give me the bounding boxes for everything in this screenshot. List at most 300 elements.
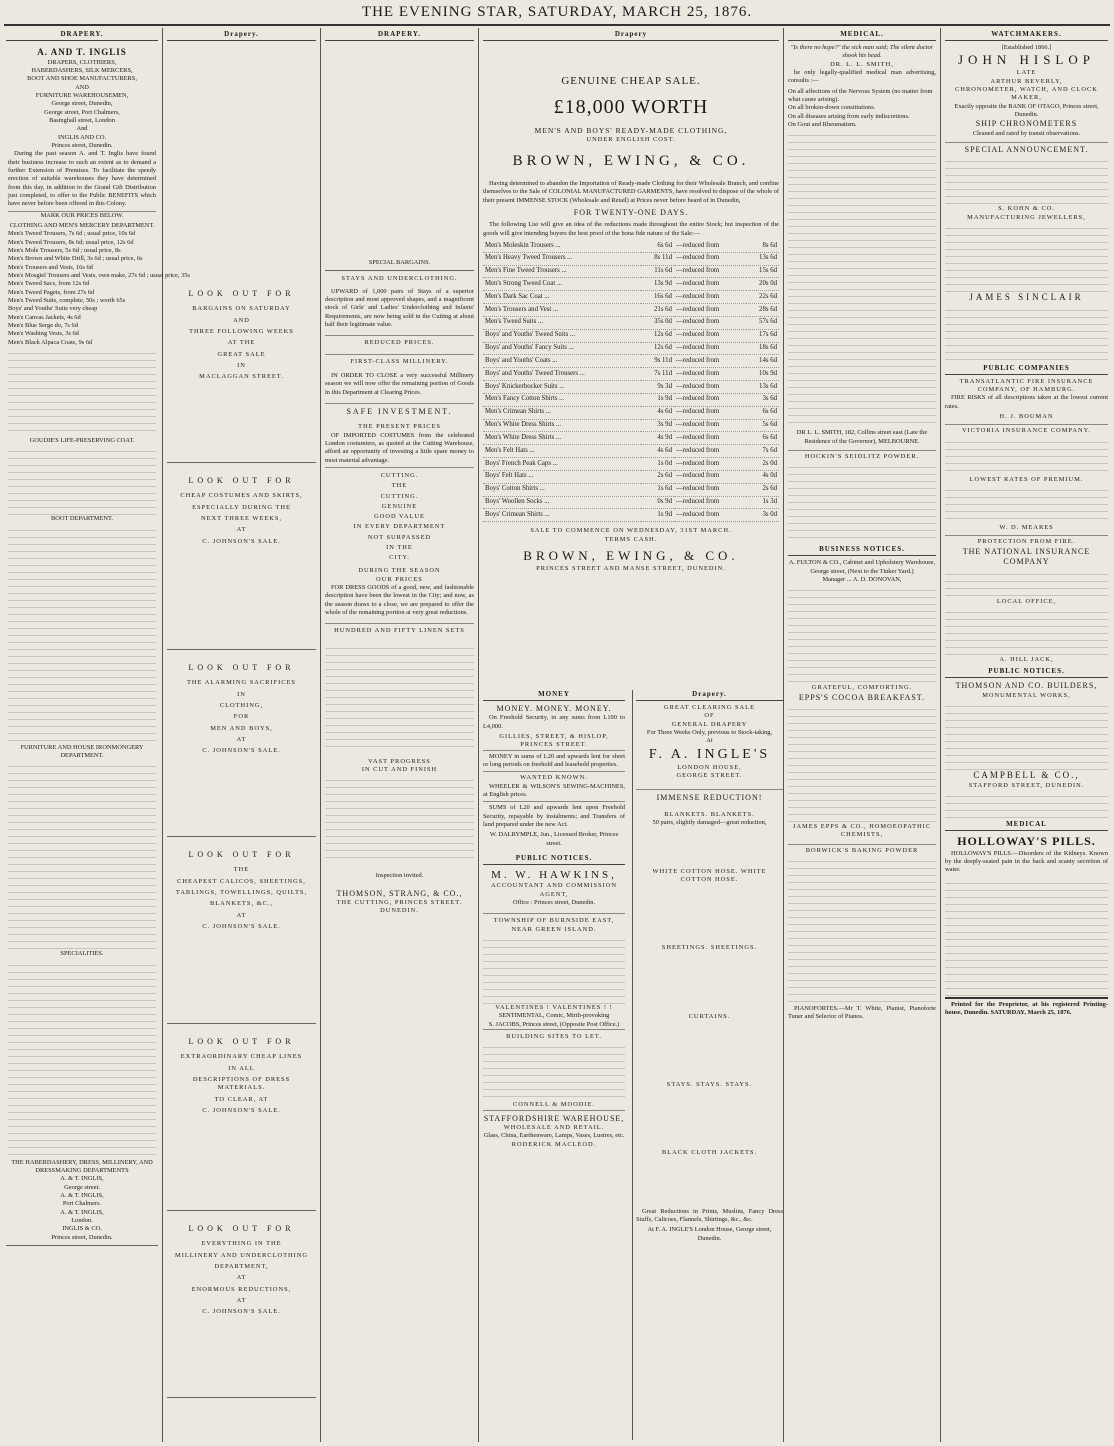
original-price: 20s 0d	[746, 278, 779, 291]
goudie-heading: GOUDIE'S LIFE-PRESERVING COAT.	[29, 436, 135, 444]
haberdashery-heading: THE HABERDASHERY, DRESS, MILLINERY, AND DRESSMAKING DEPARTMENTS	[11, 1158, 153, 1174]
general-drapery: GENERAL DRAPERY	[671, 720, 748, 728]
item-name: Men's Heavy Tweed Trousers ...	[483, 252, 641, 265]
original-price: 57s 6d	[746, 316, 779, 329]
column-money	[483, 690, 625, 1440]
stays-heading: STAYS AND UNDERCLOTHING.	[341, 275, 458, 283]
reduced-label: —reduced from	[674, 240, 746, 252]
dress-body: FOR DRESS GOODS of a good, new, and fashionable description have been the lowest in the City; and now, as the season draws to a close, we are prepared to offer the whole of the remaining portion at very great reductions.	[325, 583, 474, 616]
at: At	[706, 737, 713, 745]
price-item: Men's Blue Serge do, 7s 6d	[8, 321, 78, 329]
reduced-label: —reduced from	[674, 252, 746, 265]
price-row	[483, 496, 779, 509]
sale-price: 2s 6d	[641, 470, 674, 483]
reduced-label: —reduced from	[674, 483, 746, 496]
look-out-line: AT	[236, 736, 247, 744]
item-name: Boys' Woollen Socks ...	[483, 496, 641, 509]
imprint: Printed for the Proprietor, at his registered Printing-house, Dunedin. SATURDAY, March 25, 1876.	[945, 997, 1108, 1018]
ad-title: A. AND T. INGLIS	[37, 47, 127, 58]
lowest-rates: LOWEST RATES OF PREMIUM.	[969, 475, 1084, 483]
blank-space	[636, 1158, 783, 1208]
item-name: Boys' and Youths' Fancy Suits ...	[483, 342, 641, 355]
millinery-body: IN ORDER TO CLOSE a very successful Millinery season we will now offer the remaining portion of Goods in this Department at Clearing Prices.	[325, 372, 474, 396]
under-cost: UNDER ENGLISH COST.	[586, 136, 676, 144]
column-heading: WATCHMAKERS.	[945, 30, 1108, 41]
item-name: Men's Felt Hats ...	[483, 445, 641, 458]
reduced-label: —reduced from	[674, 368, 746, 381]
sale-price: 3s 9d	[641, 419, 674, 432]
look-out-line: AT	[236, 1274, 247, 1282]
signature-line: Port Chalmers.	[62, 1200, 102, 1208]
item-name: Boys' and Youths' Tweed Suits ...	[483, 329, 641, 342]
original-price: 14s 6d	[746, 355, 779, 368]
column-brown-ewing	[483, 30, 779, 680]
price-item: Men's Tweed Trousers, 8s 6d; usual price, 12s 6d	[8, 238, 134, 246]
public-companies: PUBLIC COMPANIES	[945, 364, 1108, 375]
price-item: Men's Tweed Suits, complete, 50s ; worth 65s	[8, 296, 126, 304]
ad-line: George street, Port Chalmers,	[44, 108, 120, 116]
genuine-line: IN THE	[386, 543, 413, 551]
look-out-line: BLANKETS, &C.,	[210, 900, 273, 908]
text-block	[8, 959, 156, 1159]
dept-heading: CLOTHING AND MEN'S MERCERY DEPARTMENT.	[9, 222, 155, 230]
look-out-line: TO CLEAR, AT	[214, 1095, 269, 1103]
original-price: 5s 6d	[746, 419, 779, 432]
genuine-cheap-sale: GENUINE CHEAP SALE.	[561, 75, 701, 88]
kohn: S. KOHN & CO.	[998, 205, 1055, 213]
campbell: CAMPBELL & CO.,	[973, 770, 1080, 781]
hill-jack: A. HILL JACK,	[999, 655, 1054, 663]
look-out-line: THE	[233, 866, 250, 874]
london-house: LONDON HOUSE,	[677, 763, 742, 771]
fulton: A. FULTON & CO., Cabinet and Upholstery Warehouse, George street, (Next to the Tinker Yard.)	[788, 559, 936, 575]
reduced-label: —reduced from	[674, 406, 746, 419]
text-block	[945, 877, 1108, 997]
beverly: ARTHUR BEVERLY,	[990, 77, 1063, 85]
ad-line: Basinghall street, London	[49, 117, 115, 125]
sums: SUMS of L20 and upwards lent upon Freehold Security, repayable by instalments; and Transfers of land prepared under the new Act.	[483, 801, 625, 829]
blank-space	[167, 44, 316, 276]
look-out-line: GREAT SALE	[217, 350, 266, 358]
reduced-prices: REDUCED PRICES.	[325, 335, 474, 347]
look-out-line: FOR	[233, 713, 250, 721]
price-row	[483, 291, 779, 304]
item-name: Boys' and Youths' Coats ...	[483, 355, 641, 368]
firm-name: BROWN, EWING, & CO.	[512, 153, 750, 170]
look-out-title: LOOK OUT FOR	[188, 476, 295, 486]
original-price: 6s 6d	[746, 406, 779, 419]
reduced-label: —reduced from	[674, 419, 746, 432]
staffordshire: STAFFORDSHIRE WAREHOUSE,	[483, 1110, 625, 1124]
ship-chronometers: SHIP CHRONOMETERS	[975, 119, 1078, 129]
ad-line: AND	[75, 83, 89, 91]
price-row	[483, 316, 779, 329]
text-block	[945, 436, 1108, 476]
late: LATE	[1016, 69, 1037, 77]
look-out-line: TABLINGS, TOWELLINGS, QUILTS,	[175, 889, 308, 897]
look-out-line: ENORMOUS REDUCTIONS,	[191, 1285, 292, 1293]
original-price: 6s 6d	[746, 432, 779, 445]
price-row	[483, 252, 779, 265]
opposite-bank: Exactly opposite the BANK OF OTAGO, Princes street, Dunedin.	[954, 102, 1099, 118]
column-rule	[478, 28, 479, 1442]
victoria: VICTORIA INSURANCE COMPANY.	[945, 424, 1108, 435]
wanted-known: WANTED KNOWN.	[483, 771, 625, 782]
dalrymple: W. DALRYMPLE, Jun., Licensed Broker, Princes street.	[489, 831, 619, 847]
look-out-title: LOOK OUT FOR	[188, 1037, 295, 1047]
ad-lines	[8, 59, 156, 151]
ad-line: And	[76, 125, 88, 133]
look-out-line: CHEAP COSTUMES AND SKIRTS,	[180, 492, 303, 500]
borwick: BORWICK'S BAKING POWDER	[788, 844, 936, 855]
column-rule	[783, 28, 784, 1442]
firm-name-bottom: BROWN, EWING, & CO.	[523, 547, 739, 563]
firm-address: THE CUTTING, PRINCES STREET.	[336, 898, 463, 906]
valentines: VALENTINES ! VALENTINES ! !	[495, 1004, 613, 1012]
price-item: Boys' and Youths' Suits very cheap	[8, 305, 98, 313]
masthead-rule	[4, 24, 1110, 26]
immense-reduction: IMMENSE REDUCTION!	[636, 789, 783, 803]
look-out-line: NEXT THREE WEEKS,	[200, 515, 283, 523]
look-out-line: BARGAINS ON SATURDAY	[192, 305, 291, 313]
original-price: 2s 6d	[746, 483, 779, 496]
text-block	[945, 484, 1108, 524]
price-row	[483, 240, 779, 252]
smith-address: DR L. L. SMITH, 182, Collins street east (Late the Residence of the Governor), MELBOURNE.	[796, 429, 928, 445]
sale-note: The following List will give an idea of the reductions made throughout the entire Stock; but inspection of the goods will give intending buyers the best proof of the bona fide nature of the Sale:—	[483, 221, 779, 237]
manager: Manager ... A. D. DONOVAN,	[822, 576, 902, 584]
price-row	[483, 483, 779, 496]
original-price: 28s 6d	[746, 304, 779, 317]
column-drapery-johnson	[167, 30, 316, 1440]
grateful: GRATEFUL, COMFORTING.	[811, 684, 913, 692]
special-announcement: SPECIAL ANNOUNCEMENT.	[945, 142, 1108, 155]
sale-price: 9s 3d	[641, 381, 674, 394]
column-heading: Drapery.	[636, 690, 783, 701]
price-row	[483, 355, 779, 368]
ingle-address: At F. A. INGLE'S London House, George street, Dunedin.	[647, 1226, 772, 1242]
safe-investment: SAFE INVESTMENT.	[325, 403, 474, 417]
reduced-label: —reduced from	[674, 291, 746, 304]
text-block	[945, 790, 1108, 820]
sale-price: 4s 9d	[641, 432, 674, 445]
sale-price: 1s 9d	[641, 393, 674, 406]
look-out-line: DESCRIPTIONS OF DRESS MATERIALS.	[192, 1076, 291, 1092]
medical-heading: MEDICAL	[945, 820, 1108, 831]
accountant: ACCOUNTANT AND COMMISSION AGENT,	[491, 882, 617, 898]
price-row	[483, 445, 779, 458]
reduced-label: —reduced from	[674, 432, 746, 445]
blank-space	[636, 884, 783, 944]
original-price: 4s 0d	[746, 470, 779, 483]
manufacturing-jewellers: MANUFACTURING JEWELLERS,	[967, 213, 1086, 221]
price-row	[483, 458, 779, 471]
original-price: 1s 3d	[746, 496, 779, 509]
price-row	[483, 432, 779, 445]
sale-amount: £18,000 WORTH	[553, 96, 709, 119]
text-block	[945, 155, 1108, 205]
established: [Established 1866.]	[1001, 44, 1052, 52]
price-row	[483, 304, 779, 317]
price-item: Men's Canvas Jackets, 4s 6d	[8, 313, 81, 321]
price-table	[483, 240, 779, 522]
special-bargains: SPECIAL BARGAINS.	[325, 256, 474, 271]
ad-line: HABERDASHERS, SILK MERCERS,	[31, 67, 133, 75]
wheeler: WHEELER & WILSON'S SEWING-MACHINES, at English prices.	[483, 782, 625, 799]
item-name: Men's Fine Tweed Trousers ...	[483, 265, 641, 278]
look-out-line: EVERYTHING IN THE	[201, 1240, 282, 1248]
text-block	[8, 524, 156, 744]
column-rule	[162, 28, 163, 1442]
text-block	[8, 760, 156, 950]
look-out-line: THE ALARMING SACRIFICES	[187, 679, 296, 687]
present-prices: THE PRESENT PRICES	[358, 423, 441, 431]
monumental: MONUMENTAL WORKS,	[982, 691, 1071, 699]
original-price: 13s 6d	[746, 381, 779, 394]
national: THE NATIONAL INSURANCE COMPANY	[962, 546, 1091, 567]
ad-line: INGLIS AND CO.	[57, 133, 107, 141]
look-out-title: LOOK OUT FOR	[188, 289, 295, 299]
ailment-item: On all diseases arising from early indiscretions.	[788, 112, 910, 120]
firm-name: THOMSON, STRANG, & CO.,	[336, 888, 463, 898]
fire-risks: FIRE RISKS of all descriptions taken at the lowest current rates.	[945, 394, 1108, 410]
furniture-heading: FURNITURE AND HOUSE IRONMONGERY DEPARTMENT.	[20, 743, 144, 759]
price-item: Men's Brown and White Drill, 3s 6d ; usual price, 6s	[8, 255, 143, 263]
price-list	[8, 230, 190, 347]
item-name: Men's Dark Sac Coat ...	[483, 291, 641, 304]
sinclair: JAMES SINCLAIR	[969, 292, 1084, 303]
column-watchmakers	[945, 30, 1108, 1440]
sale-price: 4s 6d	[641, 406, 674, 419]
look-out-ad	[167, 1024, 316, 1211]
inspection-invited: Inspection invited.	[375, 872, 424, 880]
item-name: Boys' Cotton Shirts ...	[483, 483, 641, 496]
signature-line: London.	[71, 1216, 93, 1224]
look-out-line: C. JOHNSON'S SALE.	[202, 923, 281, 931]
sale-price: 12s 6d	[641, 329, 674, 342]
roderick: RODERICK MACLEOD.	[511, 1140, 597, 1148]
money-body: On Freehold Security, in any sums from L100 to L4,000.	[483, 714, 625, 730]
text-block	[945, 606, 1108, 656]
reduced-label: —reduced from	[674, 342, 746, 355]
price-item: Men's Tweed Trousers, 7s 6d ; usual price, 10s 6d	[8, 230, 136, 238]
genuine-line: IN EVERY DEPARTMENT	[353, 523, 446, 531]
item-name: Men's Trousers and Vest ...	[483, 304, 641, 317]
original-price: 17s 6d	[746, 329, 779, 342]
blank-space	[636, 1089, 783, 1149]
price-row	[483, 368, 779, 381]
ad-line: Princes street, Dunedin.	[51, 142, 113, 150]
signature-line: A. & T. INGLIS,	[60, 1208, 104, 1216]
cotton-hose: WHITE COTTON HOSE. WHITE COTTON HOSE.	[652, 867, 767, 883]
sale-price: 1s 6d	[641, 483, 674, 496]
reduced-label: —reduced from	[674, 393, 746, 406]
terms: TERMS CASH.	[604, 535, 658, 543]
look-out-line: AT	[236, 911, 247, 919]
column-rule	[940, 28, 941, 1442]
chronometer-maker: CHRONOMETER, WATCH, AND CLOCK MAKER,	[955, 85, 1098, 102]
original-price: 3s 6d	[746, 393, 779, 406]
connell: CONNELL & MOODIE.	[513, 1101, 595, 1109]
original-price: 3s 0d	[746, 509, 779, 522]
look-out-title: LOOK OUT FOR	[188, 1224, 295, 1234]
thomson-builders: THOMSON AND CO. BUILDERS,	[955, 681, 1098, 691]
genuine-line: CUTTING.	[380, 472, 419, 480]
look-out-line: DEPARTMENT,	[214, 1263, 269, 1271]
sentimental: SENTIMENTAL, Comic, Mirth-provoking	[498, 1012, 610, 1020]
wholesale: WHOLESALE AND RETAIL.	[503, 1124, 605, 1132]
column-heading: MONEY	[483, 690, 625, 701]
building-sites: BUILDING SITES TO LET.	[483, 1029, 625, 1041]
blank-space	[636, 828, 783, 868]
original-price: 8s 6d	[746, 240, 779, 252]
stays: STAYS. STAYS. STAYS.	[666, 1080, 753, 1088]
original-price: 18s 6d	[746, 342, 779, 355]
item-name: Men's Strong Tweed Coat ...	[483, 278, 641, 291]
meares: W. D. MEARES	[999, 524, 1054, 532]
blankets-detail: 50 pairs, slightly damaged—great reduction,	[652, 819, 767, 827]
genuine-line: CUTTING.	[380, 492, 419, 500]
genuine-block	[325, 467, 474, 563]
glass: Glass, China, Earthenware, Lamps, Vases, Lustres, etc.	[483, 1132, 625, 1140]
price-item: Men's Tweed Pagets, from 27s 6d	[8, 288, 95, 296]
look-out-line: C. JOHNSON'S SALE.	[202, 747, 281, 755]
costumes-body: OF IMPORTED COSTUMES from the celebrated London costumiers, as quoted at the Cutting Warehouse, afford an opportunity of investing a little spare money to most material advantage.	[325, 431, 474, 464]
inglis-advertisement	[6, 44, 190, 1246]
reductions: Great Reductions in Prints, Muslins, Fancy Dress Stuffs, Calicoes, Flannels, Shirtings, &c., &c.	[636, 1207, 783, 1223]
reduced-label: —reduced from	[674, 278, 746, 291]
signature-line: A. & T. INGLIS,	[60, 1191, 104, 1199]
text-block	[945, 700, 1108, 770]
blankets: BLANKETS. BLANKETS.	[664, 810, 755, 818]
look-out-line: C. JOHNSON'S SALE.	[202, 1308, 281, 1316]
ingle-name: F. A. INGLE'S	[648, 746, 771, 762]
look-out-line: IN	[237, 362, 246, 370]
text-block	[325, 642, 474, 752]
sheetings: SHEETINGS. SHEETINGS.	[661, 944, 758, 952]
price-row	[483, 406, 779, 419]
column-heading: Drapery	[483, 30, 779, 41]
item-name: Boys' and Youths' Tweed Trousers ...	[483, 368, 641, 381]
column-drapery-inglis	[6, 30, 190, 1440]
business-notices: BUSINESS NOTICES.	[788, 545, 936, 556]
look-out-ad	[167, 650, 316, 837]
item-name: Men's Moleskin Trousers ...	[483, 240, 641, 252]
text-block	[788, 129, 936, 429]
reduced-label: —reduced from	[674, 355, 746, 368]
reduced-label: —reduced from	[674, 316, 746, 329]
sale-price: 4s 6d	[641, 445, 674, 458]
reduced-label: —reduced from	[674, 304, 746, 317]
price-row	[483, 278, 779, 291]
original-price: 2s 0d	[746, 458, 779, 471]
column-ingle	[632, 690, 783, 1440]
signature-block	[8, 1175, 156, 1242]
great-clearing: GREAT CLEARING SALE	[664, 704, 755, 712]
price-row	[483, 265, 779, 278]
text-block	[325, 774, 474, 864]
genuine-line: CITY.	[389, 554, 410, 562]
epps: EPPS'S COCOA BREAKFAST.	[798, 692, 926, 702]
look-out-line: THREE FOLLOWING WEEKS	[189, 328, 294, 336]
ad-line: DRAPERS, CLOTHIERS,	[47, 58, 117, 66]
look-out-line: AT THE	[227, 339, 256, 347]
sale-price: 1s 0d	[641, 458, 674, 471]
reduced-label: —reduced from	[674, 445, 746, 458]
column-heading: MEDICAL.	[788, 30, 936, 41]
linen-heading: HUNDRED AND FIFTY LINEN SETS	[325, 623, 474, 635]
smith: DR. L. L. SMITH,	[830, 60, 894, 68]
original-price: 15s 6d	[746, 265, 779, 278]
column-heading: Drapery.	[167, 30, 316, 41]
cut-finish: IN CUT AND FINISH	[361, 765, 438, 773]
vast-progress: VAST PROGRESS	[368, 757, 431, 765]
signature-line: A. & T. INGLIS,	[60, 1175, 104, 1183]
sale-price: 0s 9d	[641, 496, 674, 509]
item-name: Boys' Felt Hats ...	[483, 470, 641, 483]
blank-space	[636, 1021, 783, 1081]
reduced-label: —reduced from	[674, 470, 746, 483]
verse: "Is there no hope?" the sick man said; The silent doctor shook his head.	[790, 44, 934, 60]
price-item: Men's Mosgiel Trousers and Vests, own make, 27s 6d ; usual price, 35s	[8, 271, 190, 279]
hislop: JOHN HISLOP	[958, 52, 1095, 68]
blank-space	[483, 44, 779, 74]
sale-price: 16s 6d	[641, 291, 674, 304]
hawkins: M. W. HAWKINS,	[491, 869, 617, 882]
price-item: Men's Black Alpaca Coats, 9s 6d	[8, 338, 93, 346]
protection: PROTECTION FROM FIRE.	[945, 535, 1108, 546]
reduced-label: —reduced from	[674, 458, 746, 471]
text-block	[945, 304, 1108, 364]
price-row	[483, 419, 779, 432]
look-out-line: MACLAGGAN STREET.	[199, 373, 284, 381]
office: Office : Princes street, Dunedin.	[512, 899, 596, 907]
genuine-line: GOOD VALUE	[374, 513, 425, 521]
of: OF	[704, 712, 715, 720]
money-heading: MONEY. MONEY. MONEY.	[496, 704, 612, 714]
look-out-line: AND	[233, 316, 250, 324]
price-row	[483, 381, 779, 394]
look-out-line: CHEAPEST CALICOS, SHEETINGS,	[177, 877, 306, 885]
price-row	[483, 329, 779, 342]
public-notices: PUBLIC NOTICES.	[945, 667, 1108, 678]
price-row	[483, 342, 779, 355]
look-out-line: C. JOHNSON'S SALE.	[202, 537, 281, 545]
sale-subtitle: MEN'S AND BOYS' READY-MADE CLOTHING,	[534, 126, 728, 136]
price-item: Men's Mole Trousers, 5s 6d ; usual price, 8s	[8, 247, 121, 254]
column-rule	[320, 28, 321, 1442]
price-row	[483, 509, 779, 522]
bouman: H. J. BOUMAN	[999, 413, 1054, 421]
item-name: Boys' Knickerbocker Suits ...	[483, 381, 641, 394]
gillies: GILLIES, STREET, & HISLOP, PRINCES STREET.	[499, 733, 609, 749]
sale-price: 35s 0d	[641, 316, 674, 329]
look-out-title: LOOK OUT FOR	[188, 850, 295, 860]
money-body-2: MONEY in sums of L20 and upwards lent for short or long periods on freehold and leasehold properties.	[483, 750, 625, 770]
sale-price: 1s 9d	[641, 509, 674, 522]
column-medical	[788, 30, 936, 1440]
signature-line: Princes street, Dunedin.	[51, 1233, 113, 1241]
sale-price: 9s 11d	[641, 355, 674, 368]
hockins: HOCKIN'S SEIDLITZ POWDER.	[788, 450, 936, 461]
ad-body: During the past season A. and T. Inglis have found their business increase to such an extent as to demand a further Extension of Premises. To facilitate the speedy erection of suitable warehouses they have determined from this day, in addition to the Grand Gift Distribution just completed, to offer to the Public BENEFITS which have never before been offered in this Colony.	[8, 150, 156, 208]
original-price: 10s 9d	[746, 368, 779, 381]
epps-company: JAMES EPPS & CO., HOMOEOPATHIC CHEMISTS,	[792, 823, 932, 839]
genuine-line: GENUINE	[381, 502, 418, 510]
jackets: BLACK CLOTH JACKETS.	[661, 1149, 758, 1157]
blank-space	[325, 44, 474, 256]
look-out-ad	[167, 276, 316, 463]
